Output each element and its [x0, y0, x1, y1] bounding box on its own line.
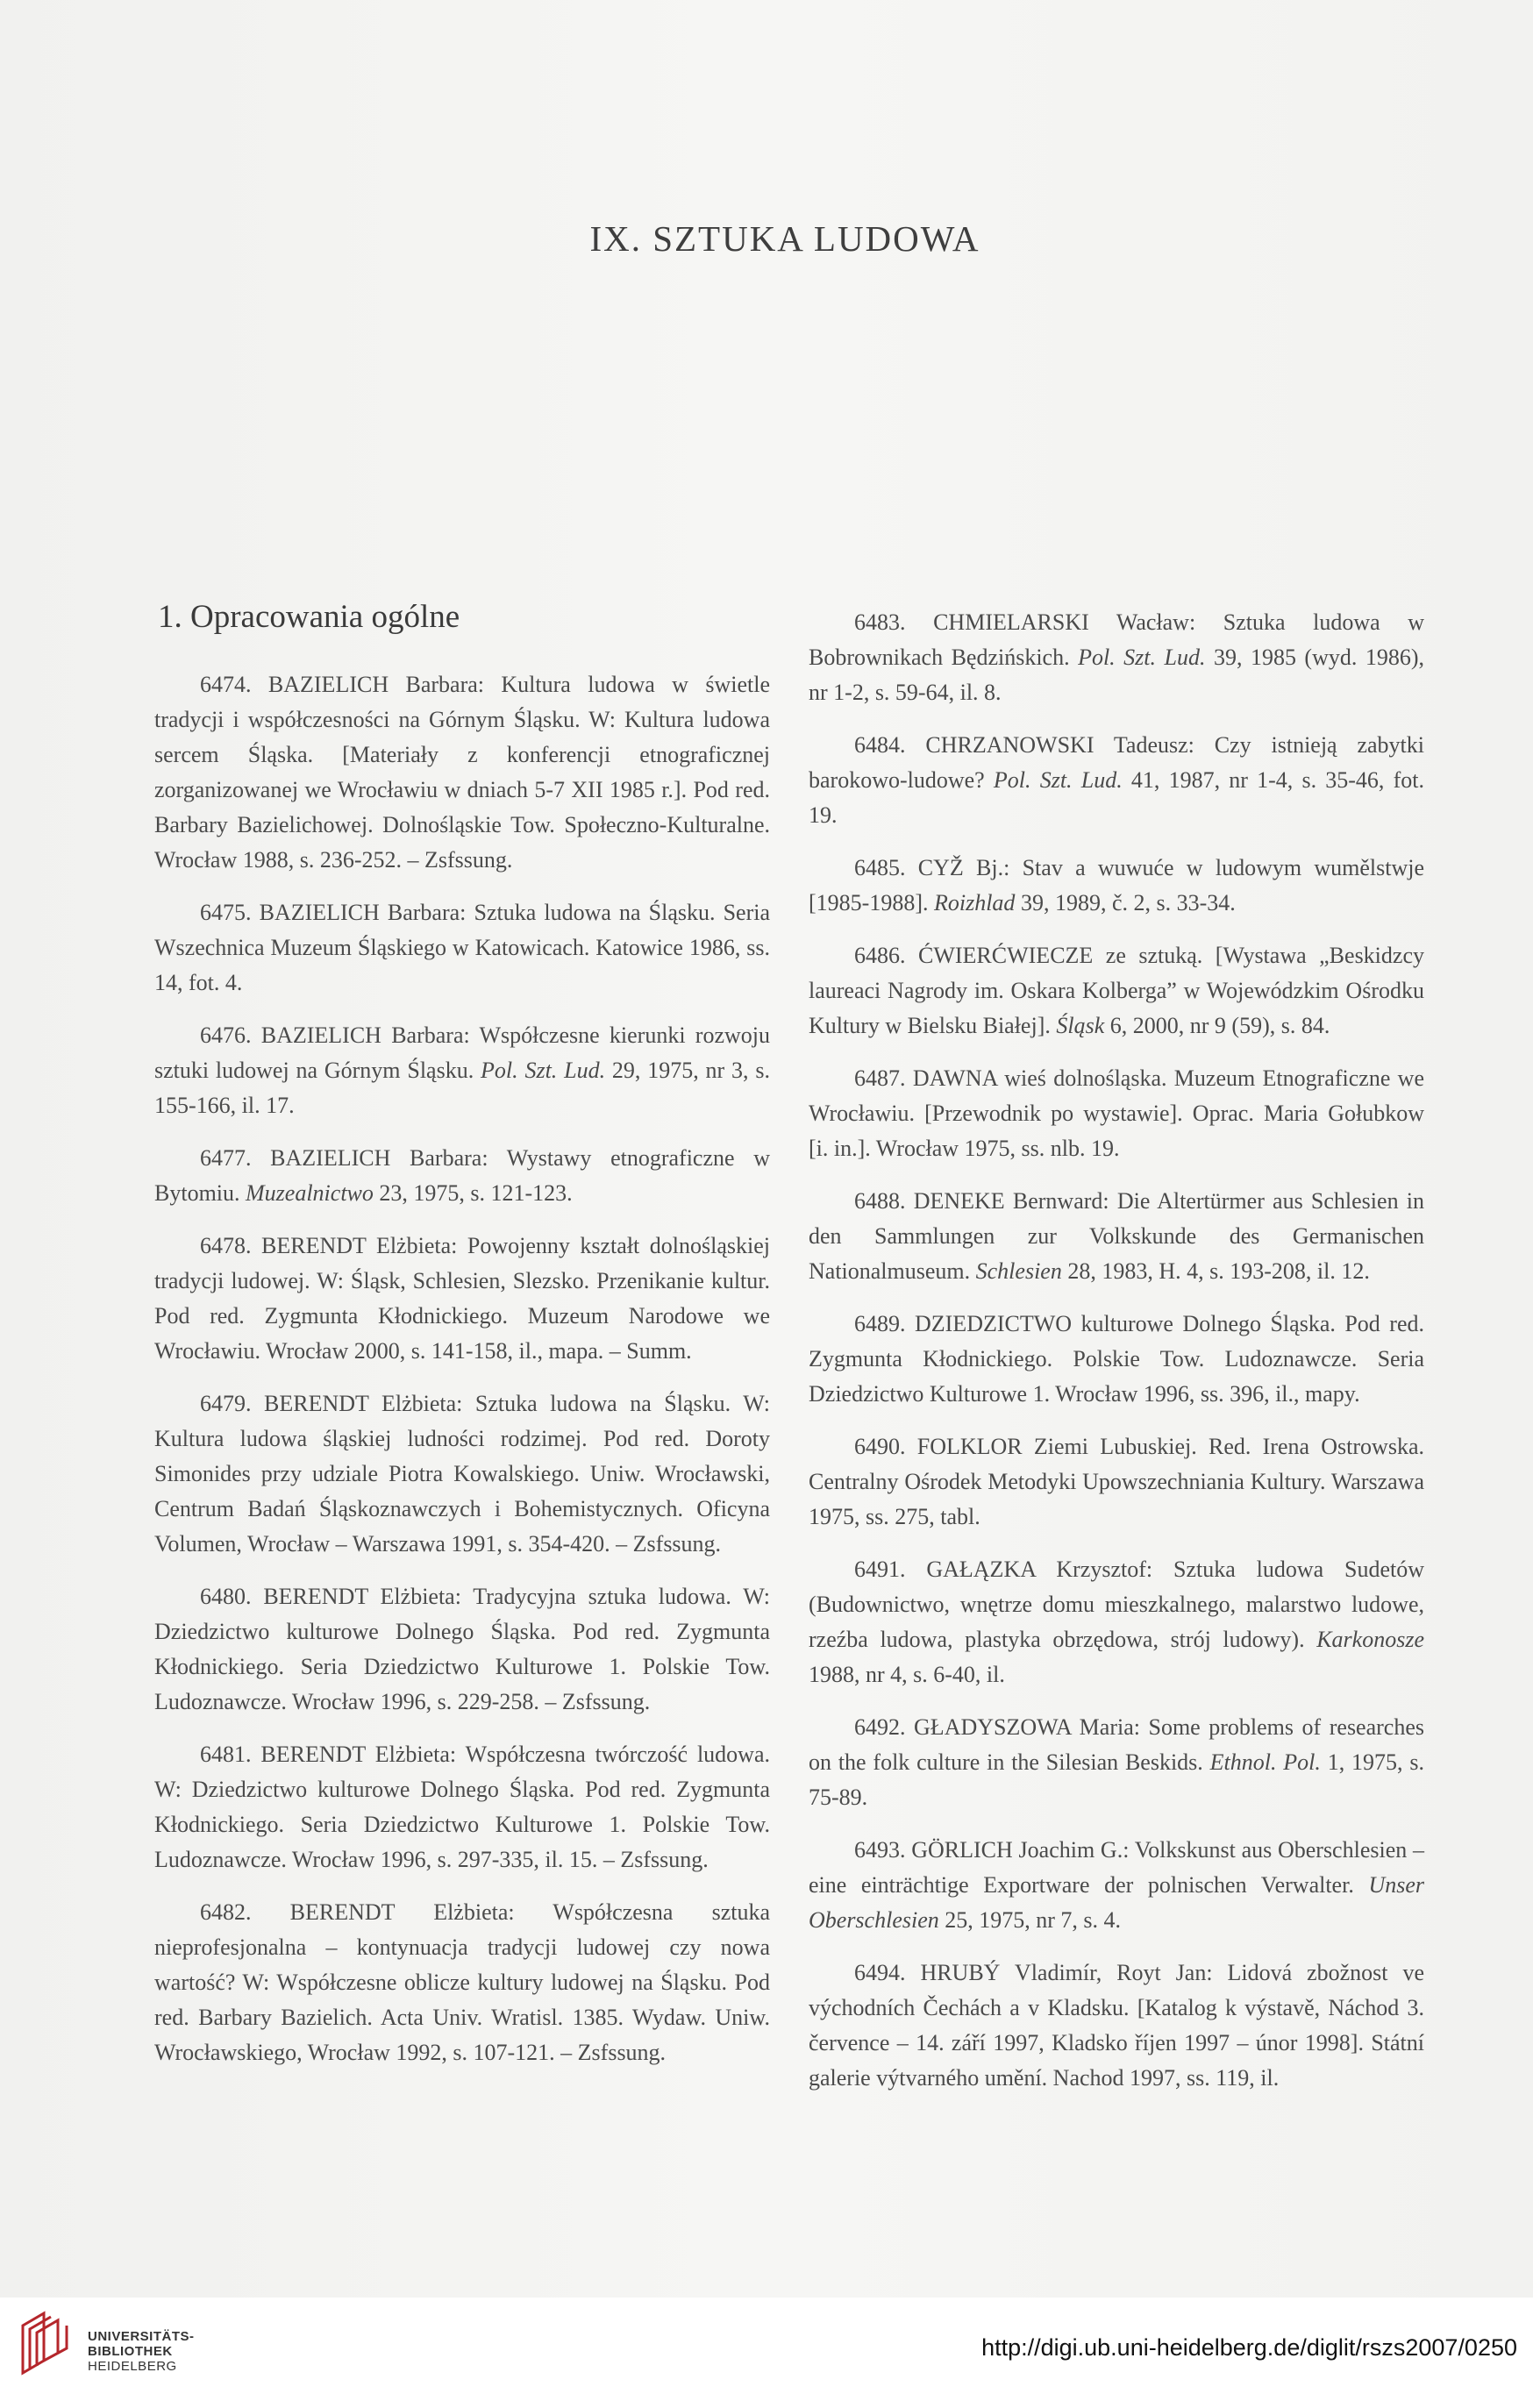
bibliography-entry-6476	[154, 1018, 770, 1123]
entry-journal-title: Roizhlad	[933, 890, 1016, 915]
entry-text: 6491. GAŁĄZKA Krzysztof: Sztuka ludowa Sudetów (Budownictwo, wnętrze domu mieszkalnego, malarstwo ludowe, rzeźba ludowa, plastyka obrzędowa, strój ludowy).	[809, 1557, 1424, 1652]
bibliography-entry-6487	[809, 1061, 1424, 1166]
entry-text: 6494. HRUBÝ Vladimír, Royt Jan: Lidová zbožnost ve východních Čechách a v Kladsku. [Katalog k výstavě, Náchod 3. července – 14. září 1997, Kladsko říjen 1997 – únor 1998]. Státní galerie výtvarného umění. Nachod 1997, ss. 119, il.	[809, 1960, 1424, 2091]
entry-text: 6486. ĆWIERĆWIECZE ze sztuką. [Wystawa „Beskidzcy laureaci Nagrody im. Oskara Kolberga” w Wojewódzkim Ośrodku Kultury w Bielsku Białej].	[809, 943, 1424, 1038]
entry-text: 39, 1989, č. 2, s. 33-34.	[1015, 890, 1236, 915]
entry-text: 6487. DAWNA wieś dolnośląska. Muzeum Etnograficzne we Wrocławiu. [Przewodnik po wystawie]. Oprac. Maria Gołubkow [i. in.]. Wrocław 1975, ss. nlb. 19.	[809, 1065, 1424, 1161]
bibliography-entry-6484	[809, 728, 1424, 833]
entry-text: 6476. BAZIELICH Barbara: Współczesne kierunki rozwoju sztuki ludowej na Górnym Śląsku.	[154, 1022, 770, 1083]
left-entries	[154, 667, 770, 2070]
entry-text: 6489. DZIEDZICTWO kulturowe Dolnego Śląska. Pod red. Zygmunta Kłodnickiego. Polskie Tow. Ludoznawcze. Seria Dziedzictwo Kulturowe 1. Wrocław 1996, ss. 396, il., mapy.	[809, 1311, 1424, 1407]
left-column	[154, 598, 770, 2088]
bibliography-entry-6483	[809, 605, 1424, 710]
entry-text: 23, 1975, s. 121-123.	[373, 1180, 573, 1206]
bibliography-entry-6485	[809, 851, 1424, 921]
bibliography-entry-6481	[154, 1737, 770, 1877]
entry-text: 6474. BAZIELICH Barbara: Kultura ludowa w świetle tradycji i współczesności na Górnym Śląsku. W: Kultura ludowa sercem Śląska. [Materiały z konferencji etnograficznej zorganizowanej we Wrocławiu w dniach 5-7 XII 1985 r.]. Pod red. Barbary Bazielichowej. Dolnośląskie Tow. Społeczno-Kulturalne. Wrocław 1988, s. 236-252. – Zsfssung.	[154, 672, 770, 873]
entry-text: 6492. GŁADYSZOWA Maria: Some problems of researches on the folk culture in the Silesian Beskids.	[809, 1714, 1424, 1775]
entry-journal-title: Schlesien	[975, 1258, 1062, 1284]
entry-journal-title: Pol. Szt. Lud.	[993, 767, 1123, 793]
entry-text: 6479. BERENDT Elżbieta: Sztuka ludowa na Śląsku. W: Kultura ludowa śląskiej ludności rodzimej. Pod red. Doroty Simonides przy udziale Piotra Kowalskiego. Uniw. Wrocławski, Centrum Badań Śląskoznawczych i Bohemistycznych. Oficyna Volumen, Wrocław – Warszawa 1991, s. 354-420. – Zsfssung.	[154, 1391, 770, 1557]
bibliography-entry-6489	[809, 1307, 1424, 1412]
footer	[0, 2298, 1533, 2408]
bibliography-entry-6480	[154, 1579, 770, 1720]
library-name	[88, 2329, 195, 2374]
section-title: 1. Opracowania ogólne	[158, 599, 460, 635]
entry-text: 1, 1975, s. 75-89.	[809, 1749, 1424, 1810]
source-url-link[interactable]: http://digi.ub.uni-heidelberg.de/diglit/rszs2007/0250	[981, 2334, 1517, 2361]
chapter-title: IX. SZTUKA LUDOWA	[589, 218, 980, 259]
entry-text: 39, 1985 (wyd. 1986), nr 1-2, s. 59-64, il. 8.	[809, 645, 1424, 705]
entry-text: 6482. BERENDT Elżbieta: Współczesna sztuka nieprofesjonalna – kontynuacja tradycji ludowej czy nowa wartość? W: Współczesne oblicze kultury ludowej na Śląsku. Pod red. Barbary Bazielich. Acta Univ. Wratisl. 1385. Wydaw. Uniw. Wrocławskiego, Wrocław 1992, s. 107-121. – Zsfssung.	[154, 1899, 770, 2065]
entry-journal-title: Śląsk	[1056, 1013, 1105, 1038]
entry-text: 6478. BERENDT Elżbieta: Powojenny kształt dolnośląskiej tradycji ludowej. W: Śląsk, Schlesien, Slezsko. Przenikanie kultur. Pod red. Zygmunta Kłodnickiego. Muzeum Narodowe we Wrocławiu. Wrocław 2000, s. 141-158, il., mapa. – Summ.	[154, 1233, 770, 1364]
bibliography-entry-6492	[809, 1710, 1424, 1815]
bibliography-entry-6479	[154, 1386, 770, 1562]
entry-journal-title: Karkonosze	[1316, 1627, 1424, 1652]
entry-text: 6, 2000, nr 9 (59), s. 84.	[1104, 1013, 1330, 1038]
entry-text: 25, 1975, nr 7, s. 4.	[938, 1907, 1122, 1933]
entry-journal-title: Unser Oberschlesien	[809, 1872, 1424, 1933]
library-name-line3: HEIDELBERG	[88, 2359, 177, 2374]
bibliography-entry-6490	[809, 1429, 1424, 1535]
entry-text: 6484. CHRZANOWSKI Tadeusz: Czy istnieją zabytki barokowo-ludowe?	[809, 732, 1424, 793]
entry-text: 6477. BAZIELICH Barbara: Wystawy etnograficzne w Bytomiu.	[154, 1145, 770, 1206]
entry-text: 6480. BERENDT Elżbieta: Tradycyjna sztuka ludowa. W: Dziedzictwo kulturowe Dolnego Śląska. Pod red. Zygmunta Kłodnickiego. Seria Dziedzictwo Kulturowe 1. Polskie Tow. Ludoznawcze. Wrocław 1996, s. 229-258. – Zsfssung.	[154, 1584, 770, 1714]
entry-journal-title: Ethnol. Pol.	[1209, 1749, 1321, 1775]
right-entries	[809, 605, 1424, 2096]
bibliography-entry-6475	[154, 895, 770, 1001]
library-name-line1: UNIVERSITÄTS-	[88, 2329, 195, 2344]
entry-journal-title: Pol. Szt. Lud.	[1078, 645, 1206, 670]
bibliography-entry-6474	[154, 667, 770, 878]
bibliography-entry-6488	[809, 1184, 1424, 1289]
entry-journal-title: Muzealnictwo	[246, 1180, 374, 1206]
entry-text: 1988, nr 4, s. 6-40, il.	[809, 1662, 1005, 1687]
bibliography-entry-6491	[809, 1552, 1424, 1692]
entry-text: 6481. BERENDT Elżbieta: Współczesna twórczość ludowa. W: Dziedzictwo kulturowe Dolnego Śląska. Pod red. Zygmunta Kłodnickiego. Seria Dziedzictwo Kulturowe 1. Polskie Tow. Ludoznawcze. Wrocław 1996, s. 297-335, il. 15. – Zsfssung.	[154, 1742, 770, 1872]
entry-text: 6493. GÖRLICH Joachim G.: Volkskunst aus Oberschlesien – eine einträchtige Exportware der polnischen Verwalter.	[809, 1837, 1424, 1898]
entry-text: 6485. CYŽ Bj.: Stav a wuwuće w ludowym wumělstwje [1985-1988].	[809, 855, 1424, 915]
entry-text: 29, 1975, nr 3, s. 155-166, il. 17.	[154, 1058, 770, 1118]
library-logo-icon	[18, 2308, 72, 2378]
bibliography-entry-6494	[809, 1956, 1424, 2096]
entry-text: 6488. DENEKE Bernward: Die Altertürmer aus Schlesien in den Sammlungen zur Volkskunde des Germanischen Nationalmuseum.	[809, 1188, 1424, 1284]
right-column	[809, 605, 1424, 2113]
bibliography-entry-6486	[809, 938, 1424, 1044]
bibliography-entry-6493	[809, 1833, 1424, 1938]
entry-text: 6490. FOLKLOR Ziemi Lubuskiej. Red. Irena Ostrowska. Centralny Ośrodek Metodyki Upowszechniania Kultury. Warszawa 1975, ss. 275, tabl.	[809, 1434, 1424, 1529]
entry-text: 6483. CHMIELARSKI Wacław: Sztuka ludowa w Bobrownikach Będzińskich.	[809, 609, 1424, 670]
entry-text: 41, 1987, nr 1-4, s. 35-46, fot. 19.	[809, 767, 1424, 828]
entry-text: 6475. BAZIELICH Barbara: Sztuka ludowa na Śląsku. Seria Wszechnica Muzeum Śląskiego w Katowicach. Katowice 1986, ss. 14, fot. 4.	[154, 900, 770, 995]
bibliography-entry-6482	[154, 1895, 770, 2070]
library-name-line2: BIBLIOTHEK	[88, 2344, 173, 2359]
bibliography-entry-6478	[154, 1229, 770, 1369]
bibliography-entry-6477	[154, 1141, 770, 1211]
entry-journal-title: Pol. Szt. Lud.	[481, 1058, 606, 1083]
entry-text: 28, 1983, H. 4, s. 193-208, il. 12.	[1061, 1258, 1370, 1284]
